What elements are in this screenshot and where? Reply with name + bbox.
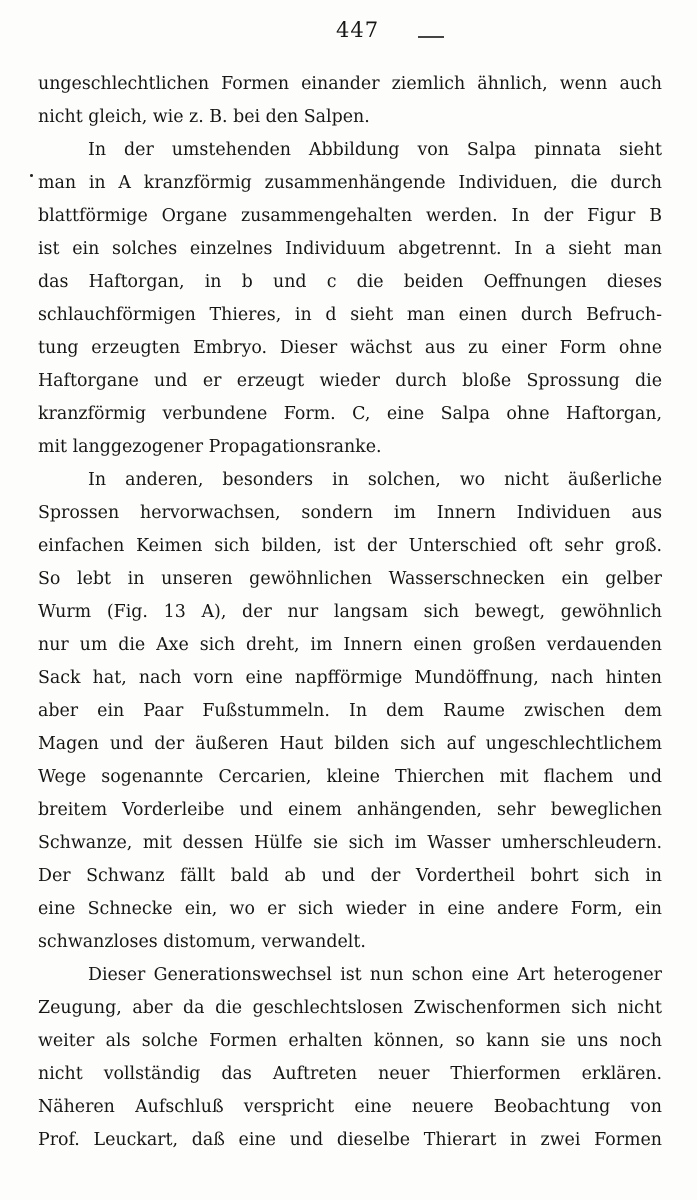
text-line: aber ein Paar Fußstummeln. In dem Raume zwischen dem <box>38 701 662 721</box>
text-line: Näheren Aufschluß verspricht eine neuere Beobachtung von <box>38 1097 662 1117</box>
text-line: Der Schwanz fällt bald ab und der Vordertheil bohrt sich in <box>38 866 662 886</box>
header-rule <box>418 36 444 38</box>
text-line: Magen und der äußeren Haut bilden sich auf ungeschlechtlichem <box>38 734 662 754</box>
text-line: das Haftorgan, in b und c die beiden Oeffnungen dieses <box>38 272 662 292</box>
text-line: Wege sogenannte Cercarien, kleine Thierchen mit flachem und <box>38 767 662 787</box>
page-header <box>0 18 697 48</box>
text-line: mit langgezogener Propagationsranke. <box>38 437 382 457</box>
text-line: weiter als solche Formen erhalten können, so kann sie uns noch <box>38 1031 662 1051</box>
body-text <box>38 68 662 1157</box>
text-line: In anderen, besonders in solchen, wo nicht äußerliche <box>88 470 662 490</box>
text-line: Prof. Leuckart, daß eine und dieselbe Thierart in zwei Formen <box>38 1130 662 1150</box>
text-line: Zeugung, aber da die geschlechtslosen Zwischenformen sich nicht <box>38 998 662 1018</box>
text-line: nicht vollständig das Auftreten neuer Thierformen erklären. <box>38 1064 662 1084</box>
text-line: schlauchförmigen Thieres, in d sieht man einen durch Befruch- <box>38 305 662 325</box>
text-line: breitem Vorderleibe und einem anhängenden, sehr beweglichen <box>38 800 662 820</box>
text-line: So lebt in unseren gewöhnlichen Wasserschnecken ein gelber <box>38 569 662 589</box>
text-line: schwanzloses distomum, verwandelt. <box>38 932 366 952</box>
text-line: man in A kranzförmig zusammenhängende Individuen, die durch <box>38 173 662 193</box>
text-line: Haftorgane und er erzeugt wieder durch bloße Sprossung die <box>38 371 662 391</box>
text-line: Wurm (Fig. 13 A), der nur langsam sich bewegt, gewöhnlich <box>38 602 662 622</box>
text-line: blattförmige Organe zusammengehalten werden. In der Figur B <box>38 206 662 226</box>
text-line: Sprossen hervorwachsen, sondern im Innern Individuen aus <box>38 503 662 523</box>
text-line: tung erzeugten Embryo. Dieser wächst aus zu einer Form ohne <box>38 338 662 358</box>
text-line: In der umstehenden Abbildung von Salpa pinnata sieht <box>88 140 662 160</box>
text-line: ist ein solches einzelnes Individuum abgetrennt. In a sieht man <box>38 239 662 259</box>
text-line: Sack hat, nach vorn eine napfförmige Mundöffnung, nach hinten <box>38 668 662 688</box>
text-line: nur um die Axe sich dreht, im Innern einen großen verdauenden <box>38 635 662 655</box>
text-line: Dieser Generationswechsel ist nun schon eine Art heterogener <box>88 965 662 985</box>
text-line: Schwanze, mit dessen Hülfe sie sich im Wasser umherschleudern. <box>38 833 662 853</box>
text-line: nicht gleich, wie z. B. bei den Salpen. <box>38 107 370 127</box>
text-line: eine Schnecke ein, wo er sich wieder in eine andere Form, ein <box>38 899 662 919</box>
text-line: einfachen Keimen sich bilden, ist der Unterschied oft sehr groß. <box>38 536 662 556</box>
text-line: ungeschlechtlichen Formen einander ziemlich ähnlich, wenn auch <box>38 74 662 94</box>
ink-speck <box>30 174 33 177</box>
page-number: 447 <box>336 18 380 42</box>
text-line: kranzförmig verbundene Form. C, eine Salpa ohne Haftorgan, <box>38 404 662 424</box>
